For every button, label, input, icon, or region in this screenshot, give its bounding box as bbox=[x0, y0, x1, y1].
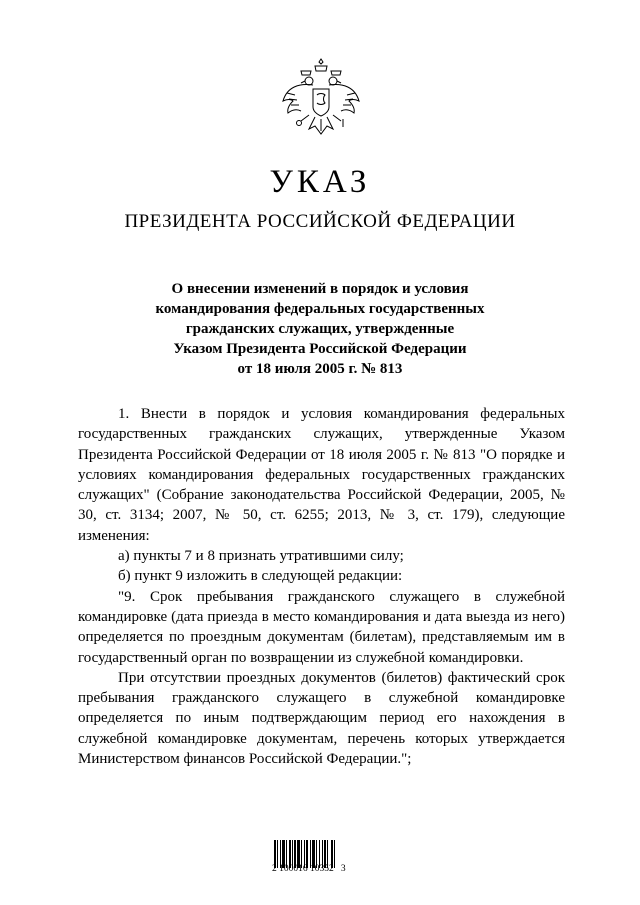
body-paragraph: 1. Внести в порядок и условия командирования федеральных государственных гражданских служащих, утвержденные Указом Президента Российской Федерации от 18 июля 2005 г. № 813 "О порядке и условиях командирования федеральных государственных гражданских служащих" (Собрание законодательства Российской Федерации, 2005, № 30, ст. 3134; 2007, № 50, ст. 6255; 2013, № 3, ст. 179), следующие изменения: bbox=[78, 406, 565, 544]
body-paragraph: "9. Срок пребывания гражданского служащего в служебной командировке (дата приезда в место командирования и дата выезда из него) определяется по проездным документам (билетам), представляемым им в государственный орган по возвращении из служебной командировки. bbox=[78, 588, 565, 666]
heading-line: О внесении изменений в порядок и условия bbox=[171, 281, 469, 297]
decree-title: УКАЗ bbox=[269, 164, 371, 200]
decree-subtitle: ПРЕЗИДЕНТА РОССИЙСКОЙ ФЕДЕРАЦИИ bbox=[124, 211, 516, 232]
body-paragraph: При отсутствии проездных документов (билетов) фактический срок пребывания гражданского служащего в служебной командировке определяется по иным подтверждающим период его нахождения в служебной командировке документам, перечень которых утверждается Министерством финансов Российской Федерации."; bbox=[78, 669, 565, 768]
barcode-number: 2 100016 10352 3 bbox=[272, 864, 346, 874]
body-paragraph: б) пункт 9 изложить в следующей редакции: bbox=[118, 568, 403, 585]
document-body bbox=[78, 404, 565, 769]
heading-line: командирования федеральных государственных bbox=[155, 301, 485, 317]
heading-line: гражданских служащих, утвержденные bbox=[185, 321, 455, 337]
emblem-icon bbox=[279, 57, 363, 143]
barcode bbox=[272, 826, 382, 886]
document-heading bbox=[110, 279, 530, 379]
heading-line: от 18 июля 2005 г. № 813 bbox=[237, 361, 403, 377]
body-paragraph: а) пункты 7 и 8 признать утратившими силу; bbox=[118, 548, 404, 565]
heading-line: Указом Президента Российской Федерации bbox=[173, 341, 467, 357]
